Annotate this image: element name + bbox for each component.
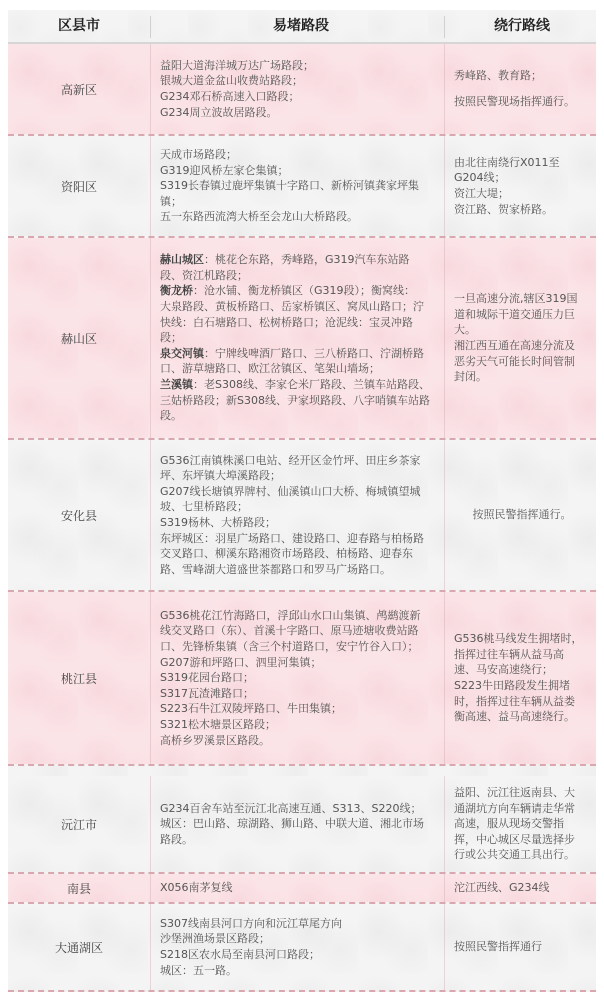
column-divider bbox=[444, 238, 445, 438]
congested-sections-cell bbox=[158, 440, 444, 590]
section-line bbox=[160, 299, 442, 315]
detour-line: 资江大堤； bbox=[454, 187, 509, 200]
detour-line: 沱江西线、G234线 bbox=[454, 881, 550, 895]
detour-line: 封闭。 bbox=[454, 370, 487, 384]
detour-line: 衡高速、益马高速绕行。 bbox=[454, 710, 575, 724]
detour-line: 一旦高速分流,辖区319国 bbox=[454, 292, 578, 306]
detour-line: 恶劣天气可能长时间管制 bbox=[454, 354, 575, 368]
section-line bbox=[160, 468, 442, 484]
section-line bbox=[160, 916, 442, 932]
column-divider bbox=[444, 44, 445, 134]
column-divider bbox=[150, 440, 151, 590]
county-cell: 桃江县 bbox=[60, 671, 97, 686]
section-text: 路段。 bbox=[160, 832, 193, 846]
county-cell: 高新区 bbox=[60, 82, 97, 97]
section-text: 口、先锋桥集镇（含三个村道路口，安宁竹谷入口）； bbox=[160, 640, 419, 654]
section-text: S223石牛江双陵坪路口、牛田集镇； bbox=[160, 702, 342, 716]
header-divider bbox=[444, 16, 445, 38]
detour-line: 益阳、沅江往返南县、大 bbox=[454, 786, 575, 800]
section-text: S319花园台路口； bbox=[160, 671, 254, 685]
congested-sections-cell bbox=[158, 874, 444, 902]
column-divider bbox=[150, 874, 151, 902]
section-line bbox=[160, 209, 442, 225]
detour-line: 按照民警现场指挥通行。 bbox=[454, 95, 575, 108]
section-text: 交叉路口、柳溪东路湘资市场路段、柏杨路、迎春东 bbox=[160, 547, 413, 561]
section-line bbox=[160, 408, 442, 424]
column-divider bbox=[444, 874, 445, 902]
table-row bbox=[8, 44, 596, 134]
section-line bbox=[160, 963, 442, 979]
section-text: S218区农水局至南县河口路段； bbox=[160, 948, 320, 961]
section-text: S321松木塘景区路段； bbox=[160, 717, 276, 731]
column-divider bbox=[444, 904, 445, 990]
table-row bbox=[8, 592, 596, 764]
detour-route-cell bbox=[452, 44, 592, 134]
detour-route-cell bbox=[452, 238, 592, 438]
column-divider bbox=[150, 44, 151, 134]
section-line bbox=[160, 163, 442, 179]
section-line bbox=[160, 484, 442, 500]
detour-line: G536桃马线发生拥堵时， bbox=[454, 632, 583, 646]
section-text: 口、游草塘路口、欧江岔镇区、笔架山墙场； bbox=[160, 362, 380, 376]
congested-sections-cell bbox=[158, 592, 444, 764]
detour-route-cell bbox=[452, 592, 592, 764]
section-line bbox=[160, 283, 442, 299]
section-line bbox=[160, 623, 442, 639]
section-text: 段。 bbox=[160, 409, 182, 423]
section-text: 城区：巴山路、琼湖路、狮山路、中联大道、湘北市场 bbox=[160, 817, 424, 831]
detour-route-cell bbox=[452, 874, 592, 902]
section-line bbox=[160, 499, 442, 515]
column-divider bbox=[444, 136, 445, 236]
section-line bbox=[160, 686, 442, 702]
detour-line: 高速，服从现场交警指 bbox=[454, 817, 564, 831]
section-line bbox=[160, 58, 442, 74]
detour-line: 按照民警指挥通行。 bbox=[472, 508, 572, 522]
column-divider bbox=[444, 440, 445, 590]
section-text: 坡、七里桥路段； bbox=[160, 500, 248, 514]
section-text: ：沧水铺、衡龙桥镇区（G319段）；衡窝线： bbox=[193, 284, 416, 298]
county-cell: 大通湖区 bbox=[54, 940, 103, 955]
section-text: G319迎风桥左家仑集镇； bbox=[160, 163, 289, 177]
county-cell: 资阳区 bbox=[60, 179, 97, 194]
section-line bbox=[160, 178, 442, 194]
detour-line: 由北往南绕行X011至 bbox=[454, 155, 560, 169]
section-text: 坪、东坪镇大埠溪路段； bbox=[160, 469, 281, 483]
section-text: 快线：白石塘路口、松树桥路口；沧泥线：宝灵冲路 bbox=[160, 315, 413, 329]
section-text: 益阳大道海洋城万达广场路段； bbox=[160, 58, 314, 72]
detour-line: 秀峰路、教育路； bbox=[454, 69, 542, 83]
detour-line: 大。 bbox=[454, 323, 476, 337]
section-line bbox=[160, 330, 442, 346]
section-line bbox=[160, 73, 442, 89]
section-line bbox=[160, 670, 442, 686]
section-text: 大泉路段、黄板桥路口、岳家桥镇区、窝凤山路口；泞 bbox=[160, 300, 424, 314]
section-text: 线交叉路口（东）、首溪十字路口、原马迹塘收费站路 bbox=[160, 624, 419, 638]
detour-line: 道和城际干道交通压力巨 bbox=[454, 307, 575, 321]
section-line bbox=[160, 639, 442, 655]
section-text: 五一东路西流湾大桥至会龙山大桥路段。 bbox=[160, 210, 358, 224]
section-line bbox=[160, 562, 442, 578]
section-line bbox=[160, 717, 442, 733]
congested-sections-cell bbox=[158, 44, 444, 134]
section-line bbox=[160, 931, 442, 947]
congested-sections-cell bbox=[158, 904, 444, 990]
section-line bbox=[160, 546, 442, 562]
section-text: S319长春镇过鹿坪集镇十字路口、新桥河镇龚家坪集 bbox=[160, 179, 419, 193]
section-text: ：宁牌线啤酒厂路口、三八桥路口、泞湖桥路 bbox=[204, 346, 424, 360]
detour-line: G204线； bbox=[454, 171, 506, 185]
column-divider bbox=[150, 592, 151, 764]
table-row bbox=[8, 904, 596, 990]
section-text: 三姑桥路段；新S308线、尹家坝路段、八字哨镇车站路 bbox=[160, 393, 430, 407]
area-label: 衡龙桥 bbox=[160, 284, 193, 298]
section-text: G207线长塘镇界牌村、仙溪镇山口大桥、梅城镇望城 bbox=[160, 484, 421, 498]
county-cell: 南县 bbox=[66, 881, 91, 896]
section-text: S307线南县河口方向和沅江草尾方向 bbox=[160, 916, 342, 930]
table-header bbox=[8, 10, 596, 44]
detour-line: 挥，中心城区尽量选择步 bbox=[454, 832, 575, 846]
county-cell: 赫山区 bbox=[60, 331, 97, 346]
detour-line: 资江路、贺家桥路。 bbox=[454, 202, 553, 216]
section-text: 段、资江机路段； bbox=[160, 268, 248, 282]
column-divider bbox=[444, 776, 445, 872]
section-text: G536江南镇株溪口电站、经开区金竹坪、田庄乡茶家 bbox=[160, 453, 421, 467]
column-divider bbox=[150, 136, 151, 236]
section-line bbox=[160, 701, 442, 717]
congested-sections-cell bbox=[158, 776, 444, 872]
congested-sections-cell bbox=[158, 238, 444, 438]
section-text: S319杨林、大桥路段； bbox=[160, 516, 276, 529]
document bbox=[8, 10, 596, 992]
section-line bbox=[160, 515, 442, 531]
header-congested-sections: 易堵路段 bbox=[273, 18, 329, 34]
column-divider bbox=[150, 776, 151, 872]
table-row bbox=[8, 776, 596, 872]
section-text: 路、雪峰湖大道盛世茶都路口和罗马广场路口。 bbox=[160, 562, 391, 576]
column-divider bbox=[150, 238, 151, 438]
detour-line: 按照民警指挥通行 bbox=[454, 940, 542, 954]
header-detour-routes: 绕行路线 bbox=[494, 18, 550, 34]
section-text: G207游和坪路口、泗里河集镇； bbox=[160, 655, 322, 669]
area-label: 泉交河镇 bbox=[160, 346, 204, 360]
section-line bbox=[160, 947, 442, 963]
section-line bbox=[160, 453, 442, 469]
section-line bbox=[160, 346, 442, 362]
congested-sections-cell bbox=[158, 136, 444, 236]
column-divider bbox=[444, 592, 445, 764]
section-text: S317瓦渣滩路口； bbox=[160, 686, 254, 700]
detour-route-cell bbox=[452, 440, 592, 590]
section-text: G234周立波故居路段。 bbox=[160, 105, 278, 119]
table-row bbox=[8, 238, 596, 438]
detour-route-cell bbox=[452, 136, 592, 236]
section-line bbox=[160, 194, 442, 210]
table-row bbox=[8, 874, 596, 902]
detour-line: 通湖坑方向车辆请走华常 bbox=[454, 801, 575, 815]
section-line bbox=[160, 315, 442, 331]
section-text: 城区：五一路。 bbox=[160, 963, 237, 977]
county-cell: 沅江市 bbox=[60, 817, 97, 832]
section-line bbox=[160, 608, 442, 624]
section-text: 高桥乡罗溪景区路段。 bbox=[160, 733, 270, 747]
county-cell: 安化县 bbox=[60, 508, 97, 523]
section-text: 天成市场路段； bbox=[160, 148, 237, 162]
detour-line bbox=[454, 84, 590, 94]
detour-route-cell bbox=[452, 776, 592, 872]
section-text: ：桃花仑东路，秀峰路，G319汽车东站路 bbox=[204, 253, 410, 267]
section-line bbox=[160, 252, 442, 268]
detour-line: 湘江西互通在高速分流及 bbox=[454, 339, 575, 352]
section-text: 东坪城区：羽星广场路口、建设路口、迎春路与柏杨路 bbox=[160, 531, 424, 545]
header-county: 区县市 bbox=[58, 18, 100, 34]
section-line bbox=[160, 105, 442, 121]
area-label: 兰溪镇 bbox=[160, 377, 193, 391]
detour-line: 指挥过往车辆从益马高 bbox=[454, 647, 564, 661]
table-row bbox=[8, 136, 596, 236]
section-line bbox=[160, 816, 442, 832]
section-text: G536桃花江竹海路口，浮邱山水口山集镇、鸬鹚渡新 bbox=[160, 608, 421, 622]
area-label: 赫山城区 bbox=[160, 253, 204, 267]
section-line bbox=[160, 361, 442, 377]
section-line bbox=[160, 377, 442, 393]
detour-line: 速、马安高速绕行； bbox=[454, 663, 553, 677]
header-divider bbox=[150, 16, 151, 38]
section-line bbox=[160, 531, 442, 547]
section-line bbox=[160, 880, 442, 896]
column-divider bbox=[150, 904, 151, 990]
section-line bbox=[160, 89, 442, 105]
section-text: 段； bbox=[160, 331, 182, 345]
section-line bbox=[160, 733, 442, 749]
section-line bbox=[160, 147, 442, 163]
table-row bbox=[8, 440, 596, 590]
detour-line: S223牛田路段发生拥堵 bbox=[454, 679, 570, 692]
section-text: 沙堡洲渔场景区路段； bbox=[160, 932, 270, 946]
detour-line: 时，指挥过往车辆从益娄 bbox=[454, 694, 575, 708]
section-line bbox=[160, 268, 442, 284]
section-text: ：老S308线、李家仑米厂路段、兰镇车站路段、 bbox=[193, 377, 430, 391]
detour-line: 行或公共交通工具出行。 bbox=[454, 848, 575, 862]
section-text: X056南茅复线 bbox=[160, 881, 233, 895]
section-text: G234邓石桥高速入口路段； bbox=[160, 90, 300, 103]
section-line bbox=[160, 801, 442, 817]
section-line bbox=[160, 655, 442, 671]
section-line bbox=[160, 832, 442, 848]
section-text: G234百舍车站至沅江北高速互通、S313、S220线； bbox=[160, 801, 422, 815]
section-line bbox=[160, 393, 442, 409]
section-text: 银城大道金盆山收费站路段； bbox=[160, 74, 303, 88]
section-text: 镇； bbox=[160, 194, 182, 208]
detour-route-cell bbox=[452, 904, 592, 990]
